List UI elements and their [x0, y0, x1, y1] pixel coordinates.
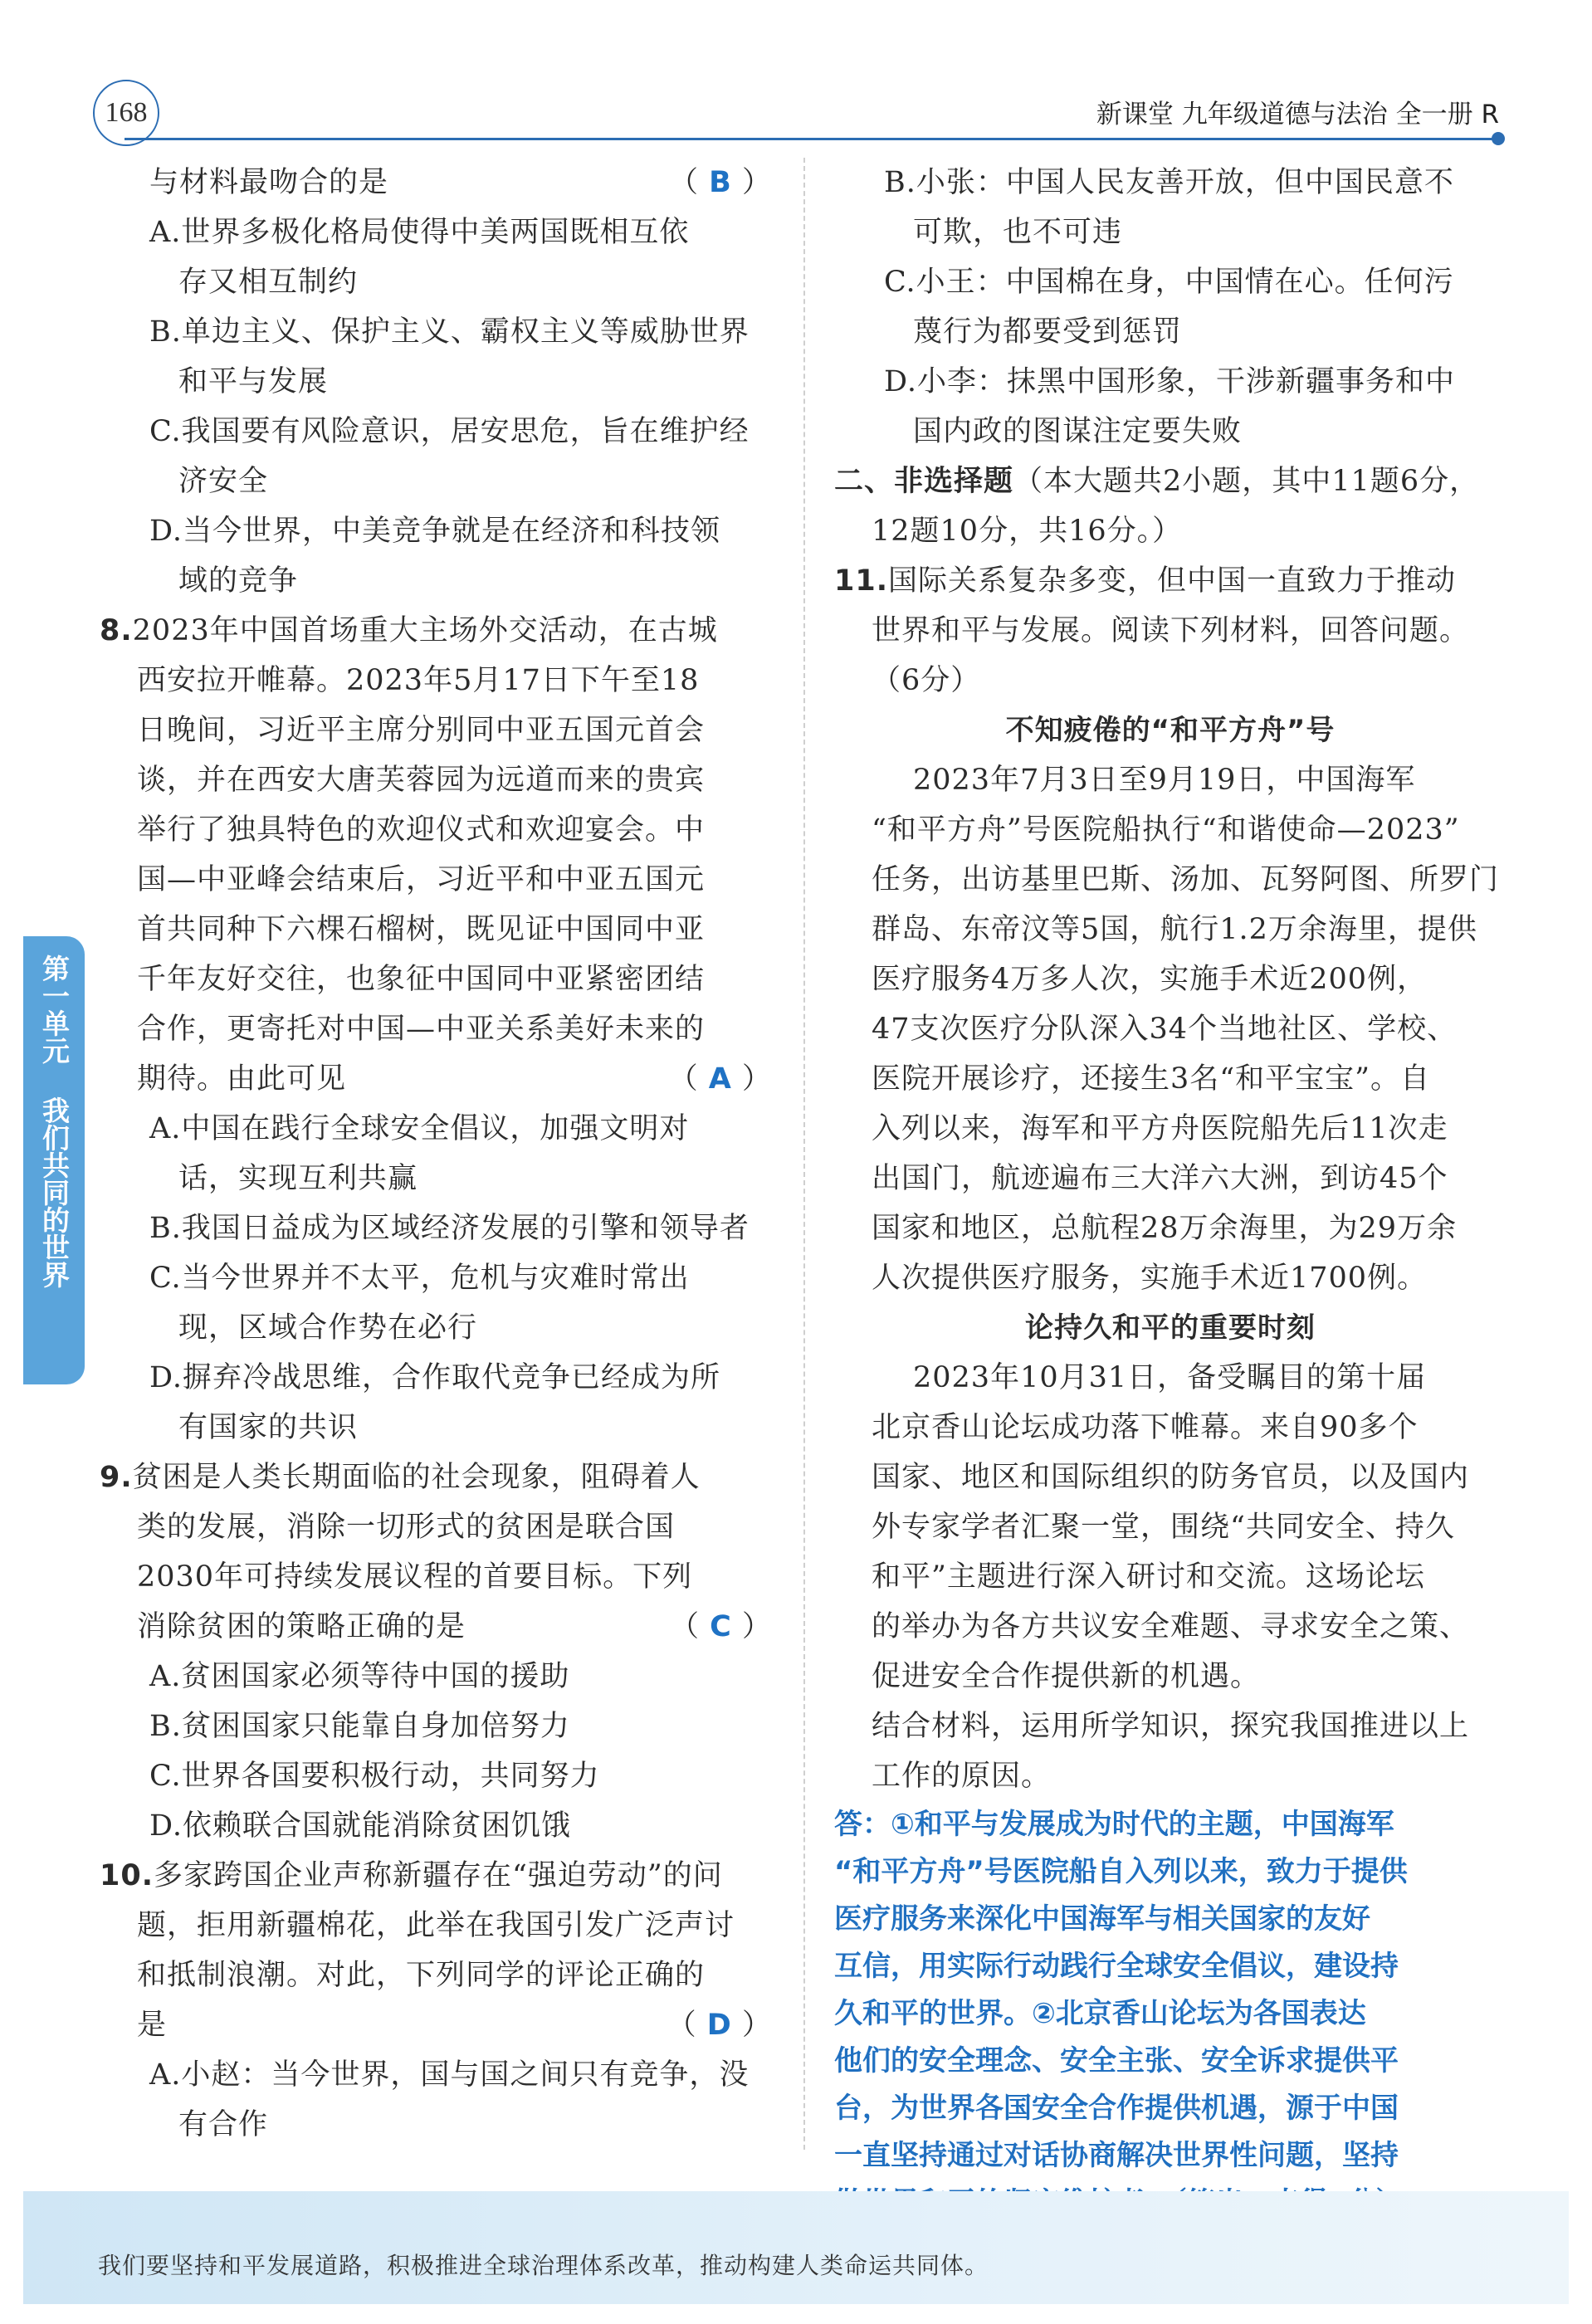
line-text: B.贫困国家只能靠自身加倍努力	[149, 1710, 570, 1743]
line-text: 首共同种下六棵石榴树，既见证中国同中亚	[137, 913, 706, 946]
text-line	[100, 1851, 772, 1901]
text-line	[100, 357, 772, 407]
text-line	[100, 1602, 772, 1652]
text-line	[834, 307, 1507, 357]
answer-letter: D	[706, 2009, 732, 2042]
text-line	[100, 1353, 772, 1403]
right-column-text	[834, 158, 1507, 1801]
line-text: C.世界各国要积极行动，共同努力	[149, 1760, 600, 1793]
line-text: 世界和平与发展。阅读下列材料，回答问题。	[872, 614, 1470, 647]
line-text: （本大题共2小题，其中11题6分，	[1013, 465, 1480, 498]
line-text: D.依赖联合国就能消除贫困饥饿	[149, 1809, 571, 1843]
text-line	[834, 1702, 1507, 1751]
text-line	[834, 855, 1507, 905]
text-line	[100, 954, 772, 1004]
text-line	[100, 158, 772, 208]
line-text: “和平方舟”号医院船执行“和谐使命—2023”	[872, 813, 1460, 847]
line-text: 2023年10月31日，备受瞩目的第十届	[913, 1361, 1427, 1394]
line-text: 有国家的共识	[178, 1411, 359, 1444]
line-text: 和平与发展	[178, 365, 329, 398]
line-text: A.贫困国家必须等待中国的援助	[149, 1660, 570, 1693]
text-line	[100, 755, 772, 805]
text-line	[100, 1154, 772, 1204]
bracket-open: （	[668, 1062, 709, 1096]
line-text: 和抵制浪潮。对此，下列同学的评论正确的	[137, 1959, 706, 1992]
answer-bracket	[669, 1054, 772, 1104]
footer-slogan: 我们要坚持和平发展道路，积极推进全球治理体系改革，推动构建人类命运共同体。	[98, 2252, 989, 2279]
line-text: 济安全	[178, 465, 269, 498]
line-text: （6分）	[872, 664, 981, 697]
question-number: 9.	[100, 1461, 133, 1494]
answer-bracket	[667, 2000, 772, 2050]
header-rule	[125, 138, 1496, 140]
text-line	[834, 1154, 1507, 1204]
text-line	[834, 1353, 1507, 1403]
line-text: 贫困是人类长期面临的社会现象，阻碍着人	[132, 1461, 701, 1494]
bracket-close: ）	[731, 166, 772, 199]
text-line	[100, 1901, 772, 1950]
line-text: 工作的原因。	[872, 1760, 1052, 1793]
bracket-open: （	[669, 166, 710, 199]
line-text: 合作，更寄托对中国—中亚关系美好未来的	[137, 1013, 706, 1046]
text-line	[834, 954, 1507, 1004]
text-line	[100, 407, 772, 456]
text-line	[100, 1552, 772, 1602]
line-text: 人次提供医疗服务，实施手术近1700例。	[872, 1262, 1428, 1295]
line-text: 的举办为各方共议安全难题、寻求安全之策、	[872, 1610, 1470, 1643]
text-line	[834, 1403, 1507, 1452]
line-text: 现，区域合作势在必行	[178, 1311, 478, 1345]
line-text: 2030年可持续发展议程的首要目标。下列	[137, 1560, 693, 1594]
answer-line: 答：①和平与发展成为时代的主题，中国海军	[834, 1808, 1394, 1841]
text-line	[834, 1204, 1507, 1253]
line-text: 12题10分，共16分。）	[872, 515, 1183, 548]
line-text: 促进安全合作提供新的机遇。	[872, 1660, 1261, 1693]
text-line	[100, 1004, 772, 1054]
line-text: 消除贫困的策略正确的是	[137, 1610, 466, 1643]
line-text: 千年友好交往，也象征中国同中亚紧密团结	[137, 963, 706, 996]
material-title: 不知疲倦的“和平方舟”号	[1005, 714, 1336, 747]
text-line	[100, 706, 772, 755]
right-column	[834, 158, 1507, 2227]
line-text: 医疗服务4万多人次，实施手术近200例，	[872, 963, 1428, 996]
line-text: 结合材料，运用所学知识，探究我国推进以上	[872, 1710, 1470, 1743]
text-line	[834, 208, 1507, 257]
line-text: 任务，出访基里巴斯、汤加、瓦努阿图、所罗门	[872, 863, 1500, 896]
answer-line: 久和平的世界。②北京香山论坛为各国表达	[834, 1997, 1366, 2030]
answer-line: 互信，用实际行动践行全球安全倡议，建设持	[834, 1950, 1399, 1983]
text-line	[834, 1104, 1507, 1154]
line-text: 国家、地区和国际组织的防务官员，以及国内	[872, 1461, 1470, 1494]
bracket-close: ）	[731, 1610, 772, 1643]
section-heading: 二、非选择题	[834, 465, 1014, 498]
line-text: 国家和地区，总航程28万余海里，为29万余	[872, 1212, 1458, 1245]
text-line	[100, 905, 772, 954]
line-text: 期待。由此可见	[137, 1062, 347, 1096]
text-line	[834, 1751, 1507, 1801]
answer-block	[834, 1801, 1507, 2227]
line-text: D.摒弃冷战思维，合作取代竞争已经成为所	[149, 1361, 720, 1394]
text-line	[100, 2000, 772, 2050]
book-title: 新课堂 九年级道德与法治 全一册 R	[1096, 100, 1499, 129]
text-line	[100, 1303, 772, 1353]
text-line	[834, 257, 1507, 307]
text-line	[100, 208, 772, 257]
left-column	[100, 158, 772, 2150]
line-text: 47支次医疗分队深入34个当地社区、学校、	[872, 1013, 1458, 1046]
question-number: 8.	[100, 614, 133, 647]
line-text: C.当今世界并不太平，危机与灾难时常出	[149, 1262, 690, 1295]
text-line	[100, 1104, 772, 1154]
bracket-close: ）	[731, 2009, 772, 2042]
text-line	[834, 1652, 1507, 1702]
line-text: D.当今世界，中美竞争就是在经济和科技领	[149, 515, 720, 548]
line-text: 蔑行为都要受到惩罚	[913, 315, 1183, 349]
text-line	[100, 257, 772, 307]
answer-line: “和平方舟”号医院船自入列以来，致力于提供	[834, 1855, 1408, 1888]
text-line	[834, 656, 1507, 706]
line-text: 多家跨国企业声称新疆存在“强迫劳动”的问	[154, 1859, 723, 1892]
text-line	[834, 158, 1507, 208]
answer-line: 台，为世界各国安全合作提供机遇，源于中国	[834, 2092, 1399, 2125]
question-number: 10.	[100, 1859, 154, 1892]
text-line	[834, 606, 1507, 656]
line-text: 外专家学者汇聚一堂，围绕“共同安全、持久	[872, 1511, 1455, 1544]
text-line	[100, 1502, 772, 1552]
line-text: B.单边主义、保护主义、霸权主义等威胁世界	[149, 315, 750, 349]
text-line	[100, 1652, 772, 1702]
text-line	[834, 357, 1507, 407]
text-line	[100, 1702, 772, 1751]
text-line	[834, 456, 1507, 506]
text-line	[100, 1204, 772, 1253]
text-line	[834, 1552, 1507, 1602]
bracket-close: ）	[731, 1062, 772, 1096]
line-text: 话，实现互利共赢	[178, 1162, 418, 1195]
text-line	[834, 1054, 1507, 1104]
line-text: 国—中亚峰会结束后，习近平和中亚五国元	[137, 863, 706, 896]
text-line	[100, 556, 772, 606]
text-line	[100, 656, 772, 706]
text-line	[834, 1502, 1507, 1552]
line-text: D.小李：抹黑中国形象，干涉新疆事务和中	[884, 365, 1455, 398]
text-line	[834, 1602, 1507, 1652]
line-text: 类的发展，消除一切形式的贫困是联合国	[137, 1511, 676, 1544]
text-line	[834, 1452, 1507, 1502]
text-line	[834, 805, 1507, 855]
text-line	[100, 1801, 772, 1851]
text-line	[100, 506, 772, 556]
answer-line: 他们的安全理念、安全主张、安全诉求提供平	[834, 2044, 1399, 2077]
answer-bracket	[669, 158, 772, 208]
line-text: 国内政的图谋注定要失败	[913, 415, 1243, 448]
question-number: 11.	[834, 564, 889, 598]
bracket-open: （	[670, 1610, 711, 1643]
answer-line: 一直坚持通过对话协商解决世界性问题，坚持	[834, 2139, 1399, 2172]
text-line	[100, 2100, 772, 2150]
text-line	[100, 1054, 772, 1104]
text-line	[100, 1751, 772, 1801]
line-text: 与材料最吻合的是	[149, 166, 389, 199]
line-text: C.小王：中国棉在身，中国情在心。任何污	[884, 266, 1454, 299]
line-text: 医院开展诊疗，还接生3名“和平宝宝”。自	[872, 1062, 1431, 1096]
answer-letter: A	[708, 1062, 732, 1096]
text-line	[100, 1253, 772, 1303]
line-text: A.小赵：当今世界，国与国之间只有竞争，没	[149, 2058, 750, 2092]
line-text: B.小张：中国人民友善开放，但中国民意不	[884, 166, 1454, 199]
line-text: 和平”主题进行深入研讨和交流。这场论坛	[872, 1560, 1425, 1594]
answer-bracket	[670, 1602, 772, 1652]
header-dot	[1492, 132, 1505, 145]
line-text: A.世界多极化格局使得中美两国既相互依	[149, 216, 690, 249]
text-line	[100, 1452, 772, 1502]
line-text: 存又相互制约	[178, 266, 359, 299]
unit-side-tab-label: 第一单元 我们共同的世界	[38, 954, 71, 1288]
line-text: 题，拒用新疆棉花，此举在我国引发广泛声讨	[137, 1909, 735, 1942]
text-line	[100, 456, 772, 506]
line-text: 是	[137, 2009, 168, 2042]
page-number: 168	[93, 80, 159, 146]
text-line	[100, 307, 772, 357]
line-text: 群岛、东帝汶等5国，航行1.2万余海里，提供	[872, 913, 1477, 946]
line-text: 可欺，也不可违	[913, 216, 1123, 249]
column-divider	[803, 158, 805, 2150]
line-text: 域的竞争	[178, 564, 299, 598]
text-line	[834, 905, 1507, 954]
line-text: 有合作	[178, 2108, 269, 2141]
line-text: 西安拉开帷幕。2023年5月17日下午至18	[137, 664, 700, 697]
text-line	[834, 556, 1507, 606]
text-line	[100, 1950, 772, 2000]
text-line	[834, 506, 1507, 556]
text-line	[834, 407, 1507, 456]
line-text: 国际关系复杂多变，但中国一直致力于推动	[888, 564, 1457, 598]
line-text: 北京香山论坛成功落下帷幕。来自90多个	[872, 1411, 1419, 1444]
text-line	[100, 855, 772, 905]
line-text: 2023年7月3日至9月19日，中国海军	[913, 764, 1416, 797]
line-text: 日晚间，习近平主席分别同中亚五国元首会	[137, 714, 706, 747]
text-line	[100, 606, 772, 656]
line-text: 入列以来，海军和平方舟医院船先后11次走	[872, 1112, 1448, 1145]
text-line	[834, 755, 1507, 805]
text-line	[834, 1253, 1507, 1303]
text-line	[834, 1004, 1507, 1054]
unit-side-tab	[23, 936, 85, 1384]
line-text: 举行了独具特色的欢迎仪式和欢迎宴会。中	[137, 813, 706, 847]
answer-line: 医疗服务来深化中国海军与相关国家的友好	[834, 1902, 1370, 1936]
text-line	[100, 1403, 772, 1452]
line-text: B.我国日益成为区域经济发展的引擎和领导者	[149, 1212, 750, 1245]
line-text: C.我国要有风险意识，居安思危，旨在维护经	[149, 415, 750, 448]
material-title: 论持久和平的重要时刻	[1025, 1311, 1316, 1345]
line-text: 2023年中国首场重大主场外交活动，在古城	[132, 614, 718, 647]
text-line	[100, 2050, 772, 2100]
answer-letter: C	[710, 1610, 732, 1643]
answer-letter: B	[709, 166, 732, 199]
line-text: A.中国在践行全球安全倡议，加强文明对	[149, 1112, 690, 1145]
text-line	[100, 805, 772, 855]
line-text: 谈，并在西安大唐芙蓉园为远道而来的贵宾	[137, 764, 706, 797]
bracket-open: （	[667, 2009, 707, 2042]
line-text: 出国门，航迹遍布三大洋六大洲，到访45个	[872, 1162, 1448, 1195]
